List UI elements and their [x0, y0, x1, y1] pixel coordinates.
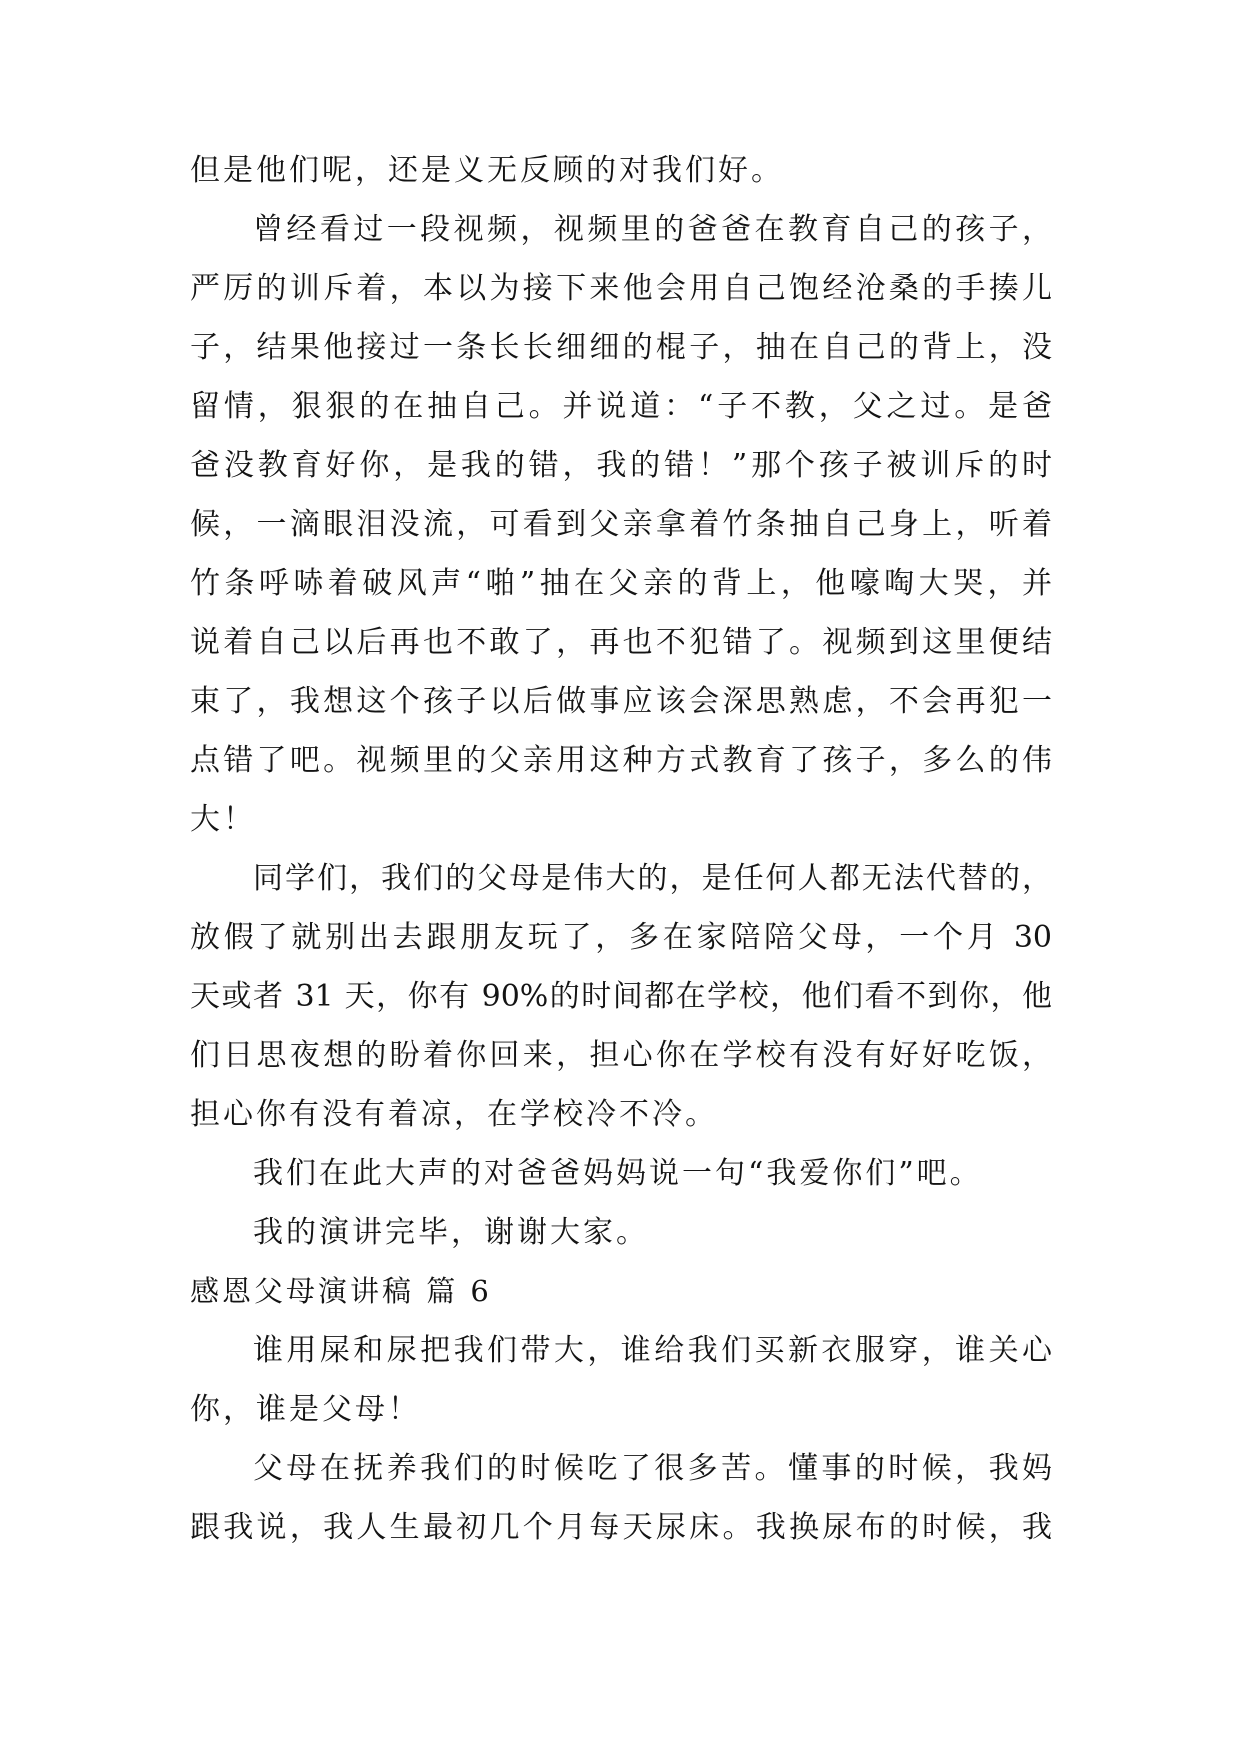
- text-line: 跟我说，我人生最初几个月每天尿床。我换尿布的时候，我: [190, 1510, 1052, 1545]
- text-line: 大！: [190, 802, 256, 837]
- text-line: 你，谁是父母！: [190, 1392, 421, 1427]
- paragraph: [190, 1439, 1052, 1557]
- text-line: 同学们，我们的父母是伟大的，是任何人都无法代替的，: [253, 861, 1052, 896]
- paragraph: [190, 1144, 1052, 1203]
- text-line: 放假了就别出去跟朋友玩了，多在家陪陪父母，一个月 30: [190, 920, 1052, 955]
- document-body: [190, 141, 1052, 1557]
- text-line: 但是他们呢，还是义无反顾的对我们好。: [190, 153, 784, 188]
- text-line: 严厉的训斥着，本以为接下来他会用自己饱经沧桑的手揍儿: [190, 271, 1052, 306]
- section-heading: 感恩父母演讲稿 篇 6: [190, 1274, 492, 1308]
- text-line: 担心你有没有着凉，在学校冷不冷。: [190, 1097, 718, 1132]
- text-line: 我的演讲完毕，谢谢大家。: [253, 1215, 649, 1250]
- text-line: 说着自己以后再也不敢了，再也不犯错了。视频到这里便结: [190, 625, 1052, 660]
- text-line: 父母在抚养我们的时候吃了很多苦。懂事的时候，我妈: [253, 1451, 1052, 1486]
- paragraph: [190, 1203, 1052, 1262]
- paragraph: [190, 1321, 1052, 1439]
- text-line: 竹条呼哧着破风声“啪”抽在父亲的背上，他嚎啕大哭，并: [190, 566, 1052, 601]
- text-line: 谁用屎和尿把我们带大，谁给我们买新衣服穿，谁关心: [253, 1333, 1052, 1368]
- text-line: 束了，我想这个孩子以后做事应该会深思熟虑，不会再犯一: [190, 684, 1052, 719]
- paragraph: [190, 849, 1052, 1144]
- text-line: 子，结果他接过一条长长细细的棍子，抽在自己的背上，没: [190, 330, 1052, 365]
- text-line: 点错了吧。视频里的父亲用这种方式教育了孩子，多么的伟: [190, 743, 1052, 778]
- paragraph-continued: [190, 141, 1052, 200]
- text-line: 我们在此大声的对爸爸妈妈说一句“我爱你们”吧。: [253, 1156, 983, 1191]
- text-line: 候，一滴眼泪没流，可看到父亲拿着竹条抽自己身上，听着: [190, 507, 1052, 542]
- text-line: 爸没教育好你，是我的错，我的错！”那个孩子被训斥的时: [190, 448, 1052, 483]
- paragraph: [190, 200, 1052, 849]
- text-line: 曾经看过一段视频，视频里的爸爸在教育自己的孩子，: [253, 212, 1052, 247]
- text-line: 留情，狠狠的在抽自己。并说道：“子不教，父之过。是爸: [190, 389, 1052, 424]
- text-line: 天或者 31 天，你有 90%的时间都在学校，他们看不到你，他: [190, 979, 1052, 1014]
- text-line: 们日思夜想的盼着你回来，担心你在学校有没有好好吃饭，: [190, 1038, 1052, 1073]
